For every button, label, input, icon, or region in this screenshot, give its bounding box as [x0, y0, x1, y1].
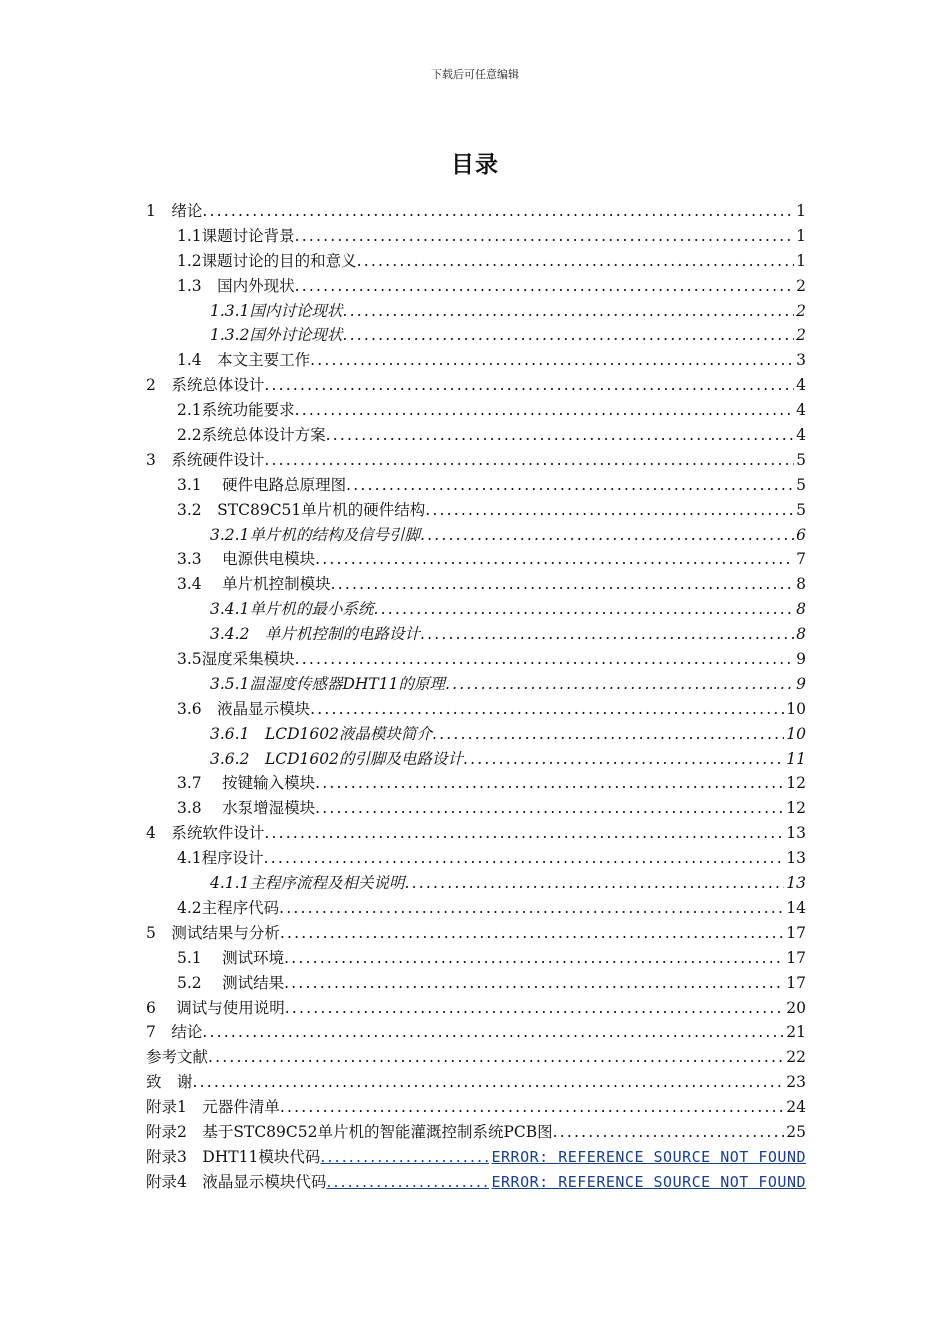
toc-entry-label: 3.5.1温湿度传感器DHT11的原理 — [210, 674, 445, 693]
toc-page-number: 4 — [796, 401, 806, 420]
toc-page-number: 13 — [786, 824, 806, 843]
toc-entry-label: 附录1 元器件清单 — [146, 1098, 280, 1117]
toc-entry-label: 3.1 硬件电路总原理图 — [177, 475, 347, 494]
toc-page-number: 17 — [786, 973, 806, 992]
toc-page-number: 24 — [786, 1098, 806, 1117]
toc-entry[interactable] — [146, 821, 806, 846]
toc-leader-dots — [463, 750, 784, 768]
toc-entry[interactable] — [146, 697, 806, 722]
toc-reference-error-link[interactable]: ERROR: REFERENCE SOURCE NOT FOUND — [491, 1147, 806, 1166]
toc-entry-label: 2.1系统功能要求 — [177, 401, 295, 420]
toc-entry[interactable] — [146, 348, 806, 373]
toc-page-number: 1 — [796, 226, 806, 245]
toc-page-number: 7 — [796, 550, 806, 569]
toc-entry[interactable] — [146, 647, 806, 672]
toc-entry-label: 3.4.1单片机的最小系统 — [210, 600, 374, 619]
toc-entry-label: 附录4 液晶显示模块代码 — [146, 1172, 327, 1191]
toc-page-number: 6 — [796, 525, 806, 544]
toc-leader-dots — [342, 302, 794, 320]
toc-leader-dots — [404, 874, 784, 892]
toc-page-number: 13 — [786, 874, 806, 893]
toc-page-number: 1 — [796, 202, 806, 220]
toc-entry[interactable] — [146, 946, 806, 971]
toc-leader-dots — [279, 899, 784, 917]
toc-page-number: 23 — [786, 1073, 806, 1092]
toc-entry-label: 3.3 电源供电模块 — [177, 550, 316, 569]
toc-entry[interactable] — [146, 1070, 806, 1095]
toc-entry-label: 1.1课题讨论背景 — [177, 226, 295, 245]
toc-page-number: 8 — [796, 600, 806, 619]
toc-entry-label: 1.4 本文主要工作 — [177, 351, 311, 370]
toc-leader-dots — [420, 625, 794, 643]
toc-page-number: 5 — [796, 500, 806, 519]
toc-page-number: 4 — [796, 426, 806, 445]
toc-entry[interactable] — [146, 1145, 806, 1170]
toc-leader-dots — [320, 1148, 489, 1166]
toc-leader-dots — [264, 849, 785, 867]
page-header-note: 下载后可任意编辑 — [431, 68, 519, 81]
toc-entry[interactable] — [146, 523, 806, 548]
toc-entry-label: 3.7 按键输入模块 — [177, 774, 316, 793]
toc-leader-dots — [357, 252, 794, 270]
toc-entry[interactable] — [146, 224, 806, 249]
toc-leader-dots — [280, 924, 784, 942]
toc-entry[interactable] — [146, 274, 806, 299]
toc-leader-dots — [553, 1123, 785, 1141]
toc-leader-dots — [285, 999, 784, 1017]
toc-entry-label: 3.5湿度采集模块 — [177, 650, 295, 669]
toc-page-number: 12 — [786, 774, 806, 793]
toc-entry-label: 5.1 测试环境 — [177, 948, 285, 967]
table-of-contents — [146, 199, 806, 1195]
toc-page-number: 21 — [786, 1023, 806, 1042]
toc-entry[interactable] — [146, 622, 806, 647]
toc-entry[interactable] — [146, 299, 806, 324]
toc-entry[interactable] — [146, 1120, 806, 1145]
toc-leader-dots — [342, 326, 794, 344]
toc-leader-dots — [420, 526, 794, 544]
toc-entry[interactable] — [146, 921, 806, 946]
toc-page-number: 25 — [786, 1122, 806, 1141]
toc-entry-label: 1 绪论 — [146, 202, 203, 220]
toc-leader-dots — [202, 1023, 784, 1041]
toc-page-number: 20 — [786, 998, 806, 1017]
toc-page-number: 8 — [796, 625, 806, 644]
toc-entry-label: 2.2系统总体设计方案 — [177, 426, 326, 445]
toc-entry-label: 7 结论 — [146, 1023, 203, 1042]
toc-entry-label: 参考文献 — [146, 1048, 209, 1067]
toc-entry-label: 5 测试结果与分析 — [146, 923, 280, 942]
toc-entry-label: 3.8 水泵增湿模块 — [177, 799, 316, 818]
toc-leader-dots — [295, 277, 794, 295]
toc-leader-dots — [310, 700, 784, 718]
toc-entry[interactable] — [146, 996, 806, 1021]
toc-entry-label: 4.1.1主程序流程及相关说明 — [210, 874, 405, 893]
toc-entry[interactable] — [146, 747, 806, 772]
toc-entry-label: 5.2 测试结果 — [177, 973, 285, 992]
toc-page-number: 17 — [786, 923, 806, 942]
toc-entry[interactable] — [146, 547, 806, 572]
toc-page-number: 4 — [796, 376, 806, 395]
toc-entry[interactable] — [146, 597, 806, 622]
toc-entry[interactable] — [146, 323, 806, 348]
toc-entry[interactable] — [146, 473, 806, 498]
toc-page-number: 12 — [786, 799, 806, 818]
toc-leader-dots — [295, 227, 794, 245]
toc-entry[interactable] — [146, 896, 806, 921]
toc-page-number: 10 — [786, 724, 806, 743]
toc-entry[interactable] — [146, 448, 806, 473]
toc-entry-label: 3 系统硬件设计 — [146, 450, 265, 469]
toc-entry-label: 致 谢 — [146, 1073, 193, 1092]
toc-leader-dots — [284, 974, 784, 992]
toc-entry-label: 3.6 液晶显示模块 — [177, 699, 311, 718]
toc-page-number: 5 — [796, 475, 806, 494]
toc-page-number: 13 — [786, 849, 806, 868]
toc-page-number: 9 — [796, 650, 806, 669]
toc-entry[interactable] — [146, 796, 806, 821]
toc-entry-label: 3.4 单片机控制模块 — [177, 575, 331, 594]
toc-entry[interactable] — [146, 672, 806, 697]
toc-entry-label: 4.1程序设计 — [177, 849, 264, 868]
page-title: 目录 — [451, 152, 499, 178]
toc-page-number: 5 — [796, 450, 806, 469]
toc-leader-dots — [326, 1173, 489, 1191]
toc-page-number: 9 — [796, 674, 806, 693]
toc-leader-dots — [280, 1098, 784, 1116]
toc-entry[interactable] — [146, 423, 806, 448]
toc-page-number: 10 — [786, 699, 806, 718]
toc-leader-dots — [315, 799, 784, 817]
toc-entry[interactable] — [146, 871, 806, 896]
toc-entry[interactable] — [146, 498, 806, 523]
toc-entry-label: 4.2主程序代码 — [177, 898, 280, 917]
toc-entry-label: 3.6.1 LCD1602液晶模块简介 — [210, 724, 432, 743]
toc-page-number: 1 — [796, 251, 806, 270]
toc-leader-dots — [373, 600, 794, 618]
toc-entry[interactable] — [146, 1095, 806, 1120]
toc-entry-label: 4 系统软件设计 — [146, 824, 265, 843]
toc-entry-label: 3.4.2 单片机控制的电路设计 — [210, 625, 420, 644]
toc-leader-dots — [193, 1073, 785, 1091]
toc-entry[interactable] — [146, 572, 806, 597]
toc-entry-label: 3.2.1单片机的结构及信号引脚 — [210, 525, 420, 544]
toc-entry[interactable] — [146, 373, 806, 398]
toc-entry-label: 2 系统总体设计 — [146, 376, 265, 395]
toc-page-number: 2 — [796, 301, 806, 320]
toc-entry-label: 3.2 STC89C51单片机的硬件结构 — [177, 500, 426, 519]
toc-leader-dots — [295, 650, 794, 668]
toc-leader-dots — [445, 675, 794, 693]
toc-leader-dots — [432, 725, 784, 743]
toc-entry-label: 6 调试与使用说明 — [146, 998, 285, 1017]
toc-entry-label: 1.2课题讨论的目的和意义 — [177, 251, 357, 270]
toc-entry[interactable] — [146, 846, 806, 871]
toc-leader-dots — [284, 949, 784, 967]
toc-leader-dots — [326, 426, 794, 444]
toc-entry[interactable] — [146, 1020, 806, 1045]
toc-leader-dots — [346, 476, 794, 494]
toc-leader-dots — [208, 1048, 784, 1066]
toc-leader-dots — [264, 376, 794, 394]
toc-leader-dots — [315, 774, 784, 792]
toc-leader-dots — [295, 401, 794, 419]
toc-page-number: 22 — [786, 1048, 806, 1067]
toc-entry[interactable] — [146, 722, 806, 747]
toc-entry-label: 3.6.2 LCD1602的引脚及电路设计 — [210, 749, 463, 768]
toc-page-number: 3 — [796, 351, 806, 370]
toc-leader-dots — [331, 575, 795, 593]
toc-entry[interactable] — [146, 249, 806, 274]
toc-entry[interactable] — [146, 398, 806, 423]
toc-entry[interactable] — [146, 1170, 806, 1195]
toc-entry[interactable] — [146, 971, 806, 996]
toc-entry-label: 1.3.2国外讨论现状 — [210, 326, 343, 345]
toc-page-number: 11 — [786, 749, 806, 768]
toc-entry-label: 1.3.1国内讨论现状 — [210, 301, 343, 320]
toc-leader-dots — [425, 501, 794, 519]
toc-entry[interactable] — [146, 1045, 806, 1070]
toc-page-number: 14 — [786, 898, 806, 917]
toc-leader-dots — [310, 351, 794, 369]
toc-entry-label: 1.3 国内外现状 — [177, 276, 295, 295]
toc-leader-dots — [264, 451, 794, 469]
toc-leader-dots — [264, 824, 784, 842]
toc-page-number: 2 — [796, 276, 806, 295]
toc-page-number: 17 — [786, 948, 806, 967]
toc-entry[interactable] — [146, 771, 806, 796]
toc-reference-error-link[interactable]: ERROR: REFERENCE SOURCE NOT FOUND — [491, 1172, 806, 1191]
toc-leader-dots — [315, 550, 794, 568]
toc-entry-label: 附录3 DHT11模块代码 — [146, 1147, 321, 1166]
toc-page-number: 8 — [796, 575, 806, 594]
toc-leader-dots — [202, 202, 794, 220]
toc-page-number: 2 — [796, 326, 806, 345]
toc-entry[interactable] — [146, 199, 806, 224]
toc-entry-label: 附录2 基于STC89C52单片机的智能灌溉控制系统PCB图 — [146, 1122, 553, 1141]
